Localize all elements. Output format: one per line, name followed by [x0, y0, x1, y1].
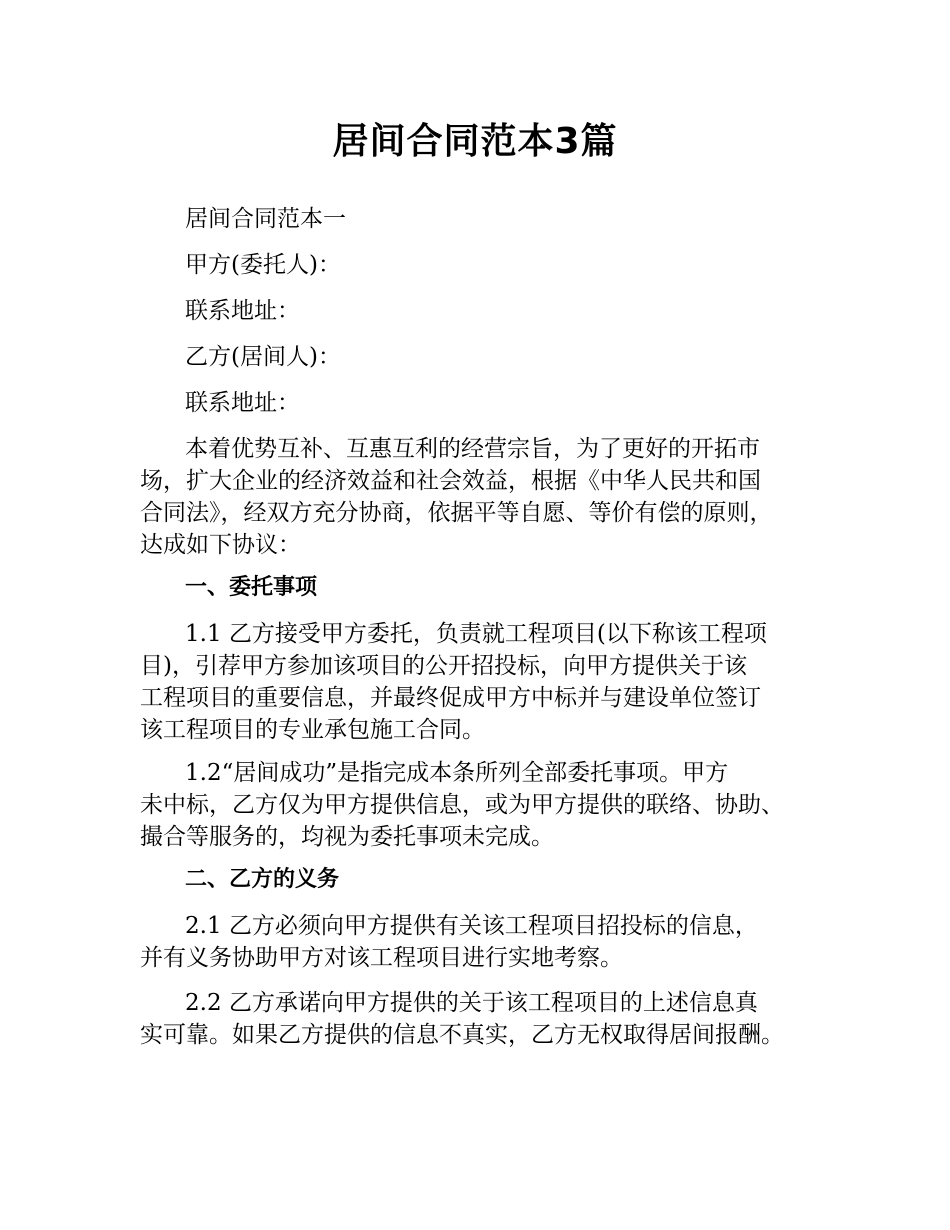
paragraph-clause-2-1 [140, 910, 830, 974]
text-line: 撮合等服务的，均视为委托事项未完成。 [140, 824, 554, 850]
paragraph-preamble [140, 433, 830, 561]
text-line: 场，扩大企业的经济效益和社会效益，根据《中华人民共和国 [140, 468, 761, 494]
paragraph-party-b: 乙方(居间人)： [185, 344, 341, 370]
paragraph-party-a: 甲方(委托人)： [185, 252, 341, 278]
text-line: 目)，引荐甲方参加该项目的公开招投标，向甲方提供关于该 [140, 653, 747, 679]
text-line: 本着优势互补、互惠互利的经营宗旨，为了更好的开拓市 [185, 436, 760, 462]
text-line: 未中标，乙方仅为甲方提供信息，或为甲方提供的联络、协助、 [140, 792, 784, 818]
paragraph-party-a-address: 联系地址： [185, 298, 300, 324]
paragraph-contract-name: 居间合同范本一 [185, 206, 346, 232]
paragraph-clause-1-1 [140, 618, 830, 746]
section-heading-2: 二、乙方的义务 [185, 867, 340, 892]
text-line: 2.1 乙方必须向甲方提供有关该工程项目招投标的信息， [185, 913, 758, 939]
text-line: 合同法》，经双方充分协商，依据平等自愿、等价有偿的原则， [140, 500, 773, 526]
text-line: 该工程项目的专业承包施工合同。 [140, 717, 485, 743]
text-line: 1.1 乙方接受甲方委托，负责就工程项目(以下称该工程项 [185, 621, 767, 647]
text-line: 工程项目的重要信息，并最终促成甲方中标并与建设单位签订 [140, 685, 761, 711]
text-line: 1.2“居间成功”是指完成本条所列全部委托事项。甲方 [185, 760, 729, 786]
text-line: 实可靠。如果乙方提供的信息不真实，乙方无权取得居间报酬。 [140, 1022, 784, 1048]
document-title: 居间合同范本3篇 [332, 121, 618, 162]
text-line: 2.2 乙方承诺向甲方提供的关于该工程项目的上述信息真 [185, 990, 758, 1016]
text-line: 并有义务协助甲方对该工程项目进行实地考察。 [140, 945, 623, 971]
section-heading-1: 一、委托事项 [185, 575, 318, 600]
paragraph-party-b-address: 联系地址： [185, 390, 300, 416]
paragraph-clause-1-2 [140, 757, 830, 853]
text-line: 达成如下协议： [140, 532, 301, 558]
paragraph-clause-2-2 [140, 987, 830, 1051]
